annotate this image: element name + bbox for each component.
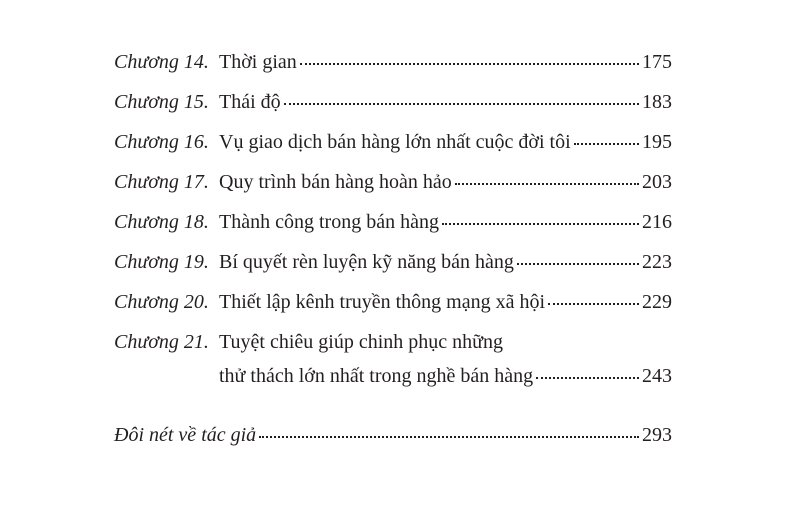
toc-entry-15 xyxy=(114,90,672,114)
toc-entry-16 xyxy=(114,130,672,154)
page-number: 216 xyxy=(642,211,672,233)
chapter-title-line-1: Tuyệt chiêu giúp chinh phục những xyxy=(219,331,503,353)
chapter-number: Chương 15. xyxy=(114,91,209,113)
chapter-title: Thiết lập kênh truyền thông mạng xã hội xyxy=(219,291,546,313)
chapter-number: Chương 21. xyxy=(114,331,209,353)
page-number: 293 xyxy=(642,424,672,446)
toc-entry-20 xyxy=(114,290,672,314)
page-number: 175 xyxy=(642,51,672,73)
toc-entry-14 xyxy=(114,50,672,74)
page-number: 203 xyxy=(642,171,672,193)
dot-leader xyxy=(442,222,639,225)
dot-leader xyxy=(455,182,639,185)
dot-leader xyxy=(574,142,639,145)
page-number: 223 xyxy=(642,251,672,273)
chapter-number: Chương 17. xyxy=(114,171,209,193)
table-of-contents xyxy=(114,44,672,447)
chapter-number: Chương 20. xyxy=(114,291,209,313)
toc-entry-19 xyxy=(114,250,672,274)
dot-leader xyxy=(548,302,639,305)
toc-entry-17 xyxy=(114,170,672,194)
chapter-title: Vụ giao dịch bán hàng lớn nhất cuộc đời tôi xyxy=(219,131,571,153)
toc-entry-18 xyxy=(114,210,672,234)
chapter-title: Quy trình bán hàng hoàn hảo xyxy=(219,171,452,193)
toc-entry-author xyxy=(114,423,672,447)
chapter-title-line-2: thử thách lớn nhất trong nghề bán hàng xyxy=(219,365,534,387)
toc-entry-21 xyxy=(114,330,672,388)
chapter-number: Chương 18. xyxy=(114,211,209,233)
chapter-title: Thái độ xyxy=(219,91,281,113)
chapter-number: Chương 14. xyxy=(114,51,209,73)
author-section-title: Đôi nét về tác giả xyxy=(114,424,257,446)
page-number: 183 xyxy=(642,91,672,113)
chapter-title: Bí quyết rèn luyện kỹ năng bán hàng xyxy=(219,251,514,273)
page-number: 229 xyxy=(642,291,672,313)
dot-leader xyxy=(300,62,639,65)
dot-leader xyxy=(259,435,639,438)
page-number: 195 xyxy=(642,131,672,153)
dot-leader xyxy=(517,262,639,265)
chapter-number: Chương 16. xyxy=(114,131,209,153)
chapter-title: Thành công trong bán hàng xyxy=(219,211,439,233)
page-number: 243 xyxy=(642,365,672,387)
dot-leader xyxy=(284,102,639,105)
dot-leader xyxy=(536,376,639,379)
chapter-number: Chương 19. xyxy=(114,251,209,273)
chapter-title: Thời gian xyxy=(219,51,297,73)
